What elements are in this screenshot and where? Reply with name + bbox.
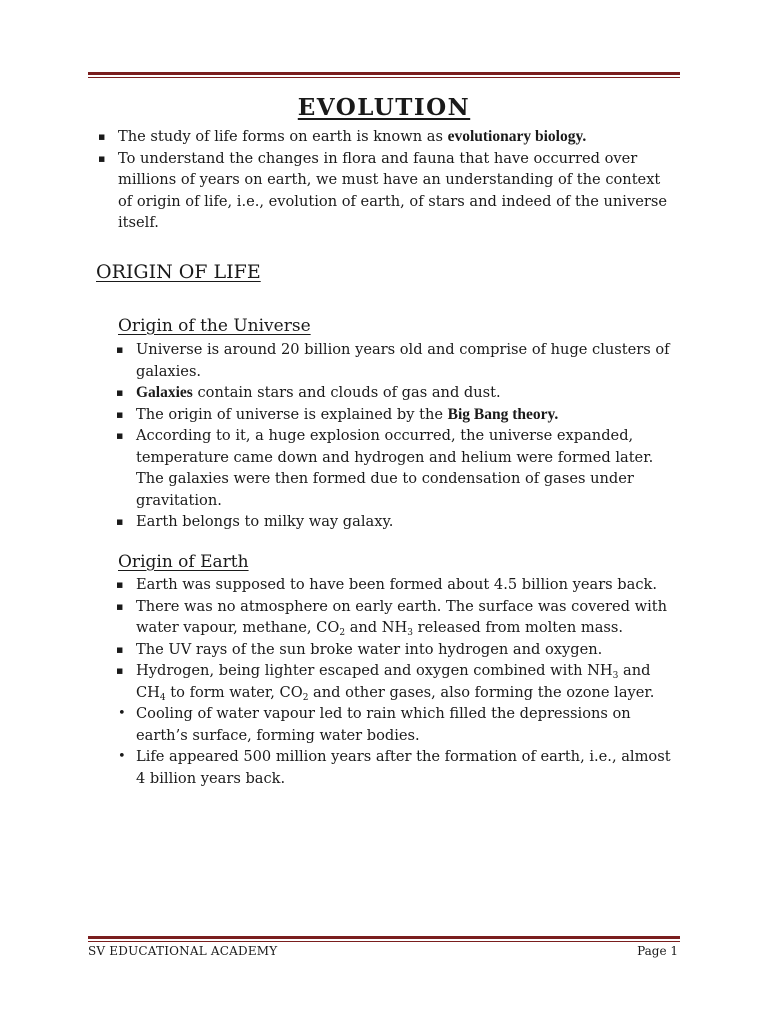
section-heading: ORIGIN OF LIFE xyxy=(96,261,261,283)
emphasis-text: Galaxies xyxy=(136,384,193,401)
list-item: ▪ To understand the changes in flora and fauna that have occurred over millions of years on earth, we must have an understanding of the context of origin of life, i.e., evolution of earth, of stars and indeed of the universe itself. xyxy=(98,149,667,231)
subsection-heading-earth: Origin of Earth xyxy=(118,552,249,572)
list-item: ▪ The study of life forms on earth is known as evolutionary biology. xyxy=(96,126,676,148)
bullet-icon: ▪ xyxy=(116,343,124,356)
bullet-icon: ▪ xyxy=(116,386,124,399)
list-item: ▪ Hydrogen, being lighter escaped and oxygen combined with $NH_3$ and $CH_4$ to form water, $CO_2$ and other gases, also forming the ozone layer. xyxy=(116,662,655,703)
bullet-icon: • xyxy=(118,749,126,764)
list-item: ▪ Galaxies contain stars and clouds of gas and dust. xyxy=(114,382,680,404)
page-title: EVOLUTION xyxy=(297,94,471,121)
bullet-icon: ▪ xyxy=(116,515,124,528)
list-item: ▪ The UV rays of the sun broke water into hydrogen and oxygen. xyxy=(114,639,680,661)
footer-organization: SV EDUCATIONAL ACADEMY xyxy=(88,944,278,958)
list-item: • Cooling of water vapour led to rain which filled the depressions on earth’s surface, forming water bodies. xyxy=(118,705,631,744)
list-item: ▪ Earth was supposed to have been formed about 4.5 billion years back. xyxy=(114,574,680,596)
intro-list xyxy=(96,126,676,234)
universe-list xyxy=(114,339,680,533)
list-item: ▪ There was no atmosphere on early earth. The surface was covered with water vapour, methane, $CO_2$ and $NH_3$ released from molten mass. xyxy=(116,597,668,638)
bullet-icon: ▪ xyxy=(116,429,124,442)
footer-page-number: Page 1 xyxy=(637,944,678,958)
list-item: • Life appeared 500 million years after the formation of earth, i.e., almost 4 billion years back. xyxy=(118,748,671,787)
bullet-icon: ▪ xyxy=(116,642,124,656)
bullet-icon: ▪ xyxy=(116,407,124,421)
bullet-icon: • xyxy=(118,706,126,721)
list-item: ▪ Universe is around 20 billion years old and comprise of huge clusters of galaxies. xyxy=(116,341,670,380)
header-rule xyxy=(88,72,680,78)
footer-rule xyxy=(88,936,680,942)
bullet-icon: ▪ xyxy=(116,578,124,591)
list-item: ▪ The origin of universe is explained by the Big Bang theory. xyxy=(114,404,680,426)
bullet-icon: ▪ xyxy=(116,664,124,677)
list-item: ▪ Earth belongs to milky way galaxy. xyxy=(114,511,680,533)
bullet-icon: ▪ xyxy=(98,130,106,143)
emphasis-text: Big Bang theory. xyxy=(447,405,559,423)
earth-list xyxy=(114,574,680,789)
bullet-icon: ▪ xyxy=(116,599,124,613)
bullet-icon: ▪ xyxy=(98,151,106,165)
list-item: ▪ According to it, a huge explosion occurred, the universe expanded, temperature came down and hydrogen and helium were formed later. The galaxies were then formed due to condensation of gases under gravitation. xyxy=(116,427,654,509)
subsection-heading-universe: Origin of the Universe xyxy=(118,316,311,336)
emphasis-text: evolutionary biology. xyxy=(447,128,587,145)
